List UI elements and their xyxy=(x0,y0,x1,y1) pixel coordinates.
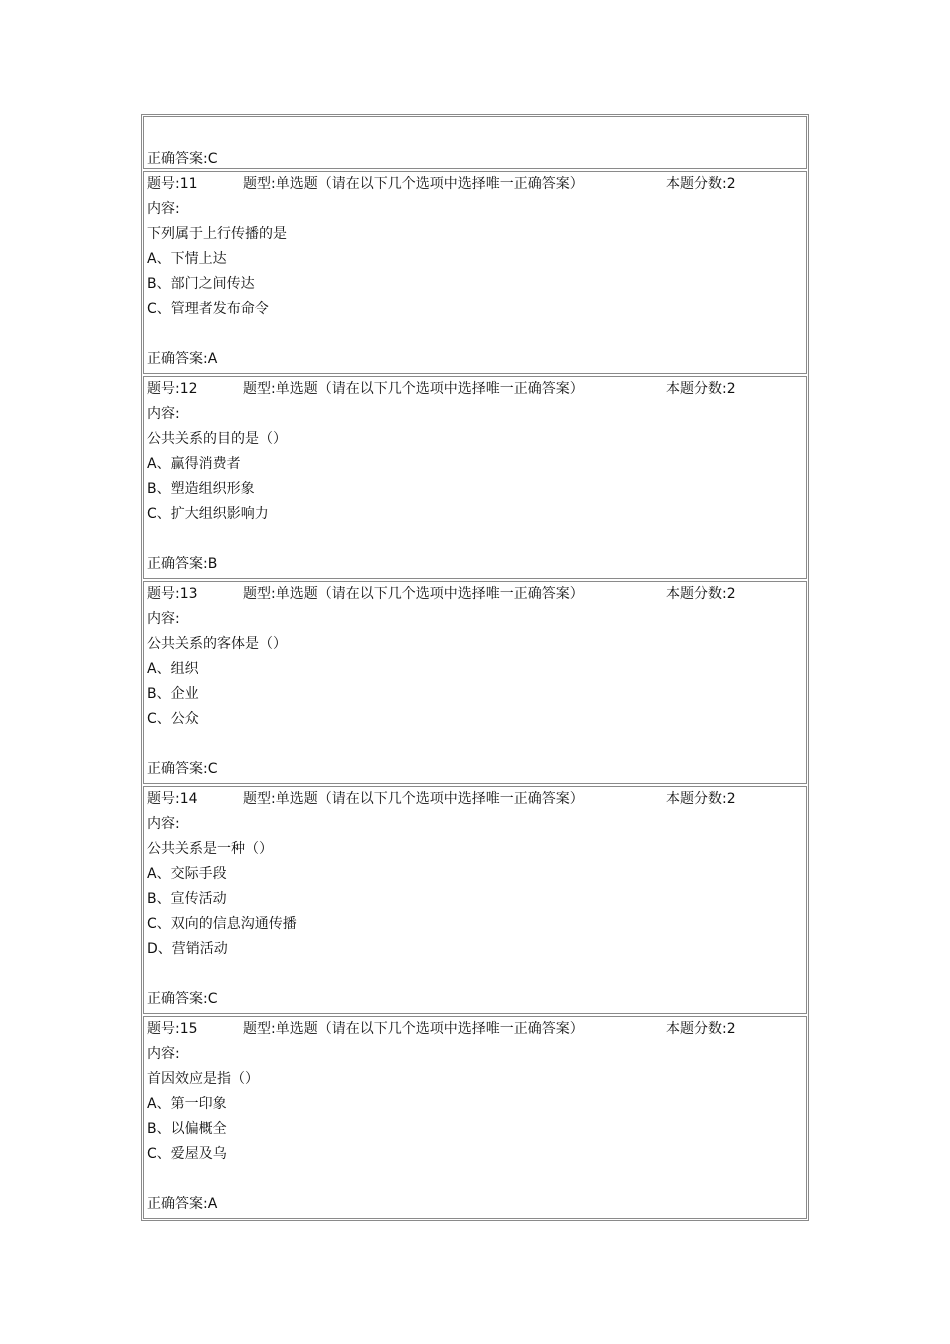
question-box xyxy=(143,786,807,1014)
correct-answer-label: 正确答案: xyxy=(147,556,208,572)
question-number: 题号:12 xyxy=(147,381,198,397)
correct-answer-label: 正确答案: xyxy=(147,991,208,1007)
correct-answer xyxy=(147,757,218,782)
question-stem: 公共关系是一种（） xyxy=(147,841,273,857)
correct-answer xyxy=(147,147,218,172)
correct-answer-value: B xyxy=(207,556,218,572)
question-list xyxy=(141,114,809,1221)
option-a: A、第一印象 xyxy=(147,1096,227,1112)
option-b: B、企业 xyxy=(147,686,199,702)
option-c: C、扩大组织影响力 xyxy=(147,506,269,522)
option-c: C、爱屋及乌 xyxy=(147,1146,227,1162)
question-header xyxy=(147,377,807,402)
correct-answer-value: A xyxy=(207,351,218,367)
question-type: 题型:单选题（请在以下几个选项中选择唯一正确答案） xyxy=(243,791,584,807)
question-box xyxy=(143,376,807,579)
question-stem: 首因效应是指（） xyxy=(147,1071,259,1087)
question-score: 本题分数:2 xyxy=(666,586,736,602)
question-score: 本题分数:2 xyxy=(666,381,736,397)
correct-answer-value: C xyxy=(207,151,218,167)
correct-answer-label: 正确答案: xyxy=(147,351,208,367)
correct-answer-label: 正确答案: xyxy=(147,151,208,167)
question-type: 题型:单选题（请在以下几个选项中选择唯一正确答案） xyxy=(243,1021,584,1037)
previous-question-answer-box xyxy=(143,116,807,169)
question-header xyxy=(147,787,807,812)
question-score: 本题分数:2 xyxy=(666,1021,736,1037)
question-stem: 公共关系的客体是（） xyxy=(147,636,287,652)
question-number: 题号:13 xyxy=(147,586,198,602)
option-c: C、双向的信息沟通传播 xyxy=(147,916,297,932)
question-type: 题型:单选题（请在以下几个选项中选择唯一正确答案） xyxy=(243,381,584,397)
question-stem: 公共关系的目的是（） xyxy=(147,431,287,447)
option-c: C、管理者发布命令 xyxy=(147,301,269,317)
question-number: 题号:11 xyxy=(147,176,198,192)
content-label: 内容: xyxy=(147,1046,180,1062)
question-stem: 下列属于上行传播的是 xyxy=(147,226,287,242)
correct-answer xyxy=(147,1192,217,1217)
correct-answer-value: C xyxy=(207,991,218,1007)
option-b: B、塑造组织形象 xyxy=(147,481,255,497)
correct-answer xyxy=(147,347,217,372)
option-a: A、交际手段 xyxy=(147,866,227,882)
question-box xyxy=(143,171,807,374)
question-score: 本题分数:2 xyxy=(666,791,736,807)
correct-answer xyxy=(147,987,218,1012)
option-a: A、赢得消费者 xyxy=(147,456,241,472)
correct-answer xyxy=(147,552,217,577)
option-b: B、宣传活动 xyxy=(147,891,227,907)
question-header xyxy=(147,1017,807,1042)
option-c: C、公众 xyxy=(147,711,199,727)
content-label: 内容: xyxy=(147,201,180,217)
option-b: B、以偏概全 xyxy=(147,1121,227,1137)
content-label: 内容: xyxy=(147,406,180,422)
question-header xyxy=(147,582,807,607)
correct-answer-label: 正确答案: xyxy=(147,761,208,777)
content-label: 内容: xyxy=(147,611,180,627)
option-b: B、部门之间传达 xyxy=(147,276,255,292)
correct-answer-value: C xyxy=(207,761,218,777)
question-type: 题型:单选题（请在以下几个选项中选择唯一正确答案） xyxy=(243,176,584,192)
option-d: D、营销活动 xyxy=(147,941,228,957)
question-number: 题号:15 xyxy=(147,1021,198,1037)
question-header xyxy=(147,172,807,197)
question-number: 题号:14 xyxy=(147,791,198,807)
question-type: 题型:单选题（请在以下几个选项中选择唯一正确答案） xyxy=(243,586,584,602)
question-score: 本题分数:2 xyxy=(666,176,736,192)
content-label: 内容: xyxy=(147,816,180,832)
question-box xyxy=(143,581,807,784)
option-a: A、下情上达 xyxy=(147,251,227,267)
correct-answer-label: 正确答案: xyxy=(147,1196,208,1212)
question-box xyxy=(143,1016,807,1219)
option-a: A、组织 xyxy=(147,661,199,677)
correct-answer-value: A xyxy=(207,1196,218,1212)
